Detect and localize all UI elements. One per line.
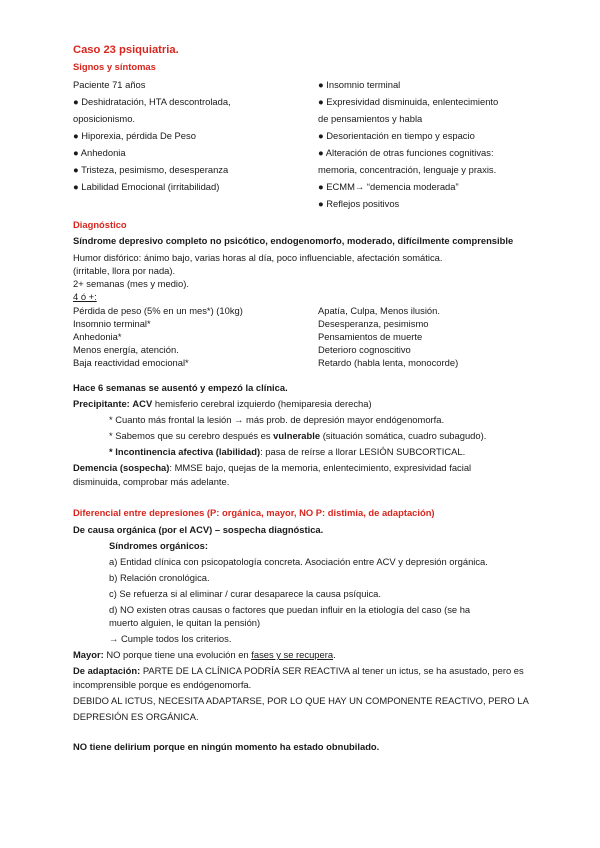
diagnosis-heading: Diagnóstico xyxy=(73,219,127,230)
signs-heading: Signos y síntomas xyxy=(73,61,156,72)
syndrome-item: a) Entidad clínica con psicopatología concreta. Asociación entre ACV y depresión orgánica. xyxy=(109,556,488,567)
mayor-underlined: fases y se recupera xyxy=(251,649,334,660)
adaptation-line: incomprensible porque es endógenomorfa. xyxy=(73,679,252,690)
precipitant-label: Precipitante: xyxy=(73,398,130,409)
criteria-left: Anhedonia* xyxy=(73,331,122,342)
signs-right-line: ● Desorientación en tiempo y espacio xyxy=(318,130,475,141)
differential-heading: Diferencial entre depresiones (P: orgánica, mayor, NO P: distimia, de adaptación) xyxy=(73,507,435,518)
adaptation-line xyxy=(73,665,524,677)
criteria-right: Apatía, Culpa, Menos ilusión. xyxy=(318,305,440,316)
diagnosis-summary: Síndrome depresivo completo no psicótico, endogenomorfo, moderado, difícilmente comprensible xyxy=(73,235,514,246)
mayor-line xyxy=(73,649,336,661)
criteria-left: Pérdida de peso (5% en un mes*) (10kg) xyxy=(73,305,243,316)
signs-right-line: ● Reflejos positivos xyxy=(318,198,400,209)
criteria-right: Deterioro cognoscitivo xyxy=(318,344,411,355)
caps-line: DEBIDO AL ICTUS, NECESITA ADAPTARSE, POR LO QUE HAY UN COMPONENTE REACTIVO, PERO LA xyxy=(73,695,529,706)
signs-right-line: ● ECMM→ “demencia moderada” xyxy=(318,181,459,192)
signs-left-line: ● Anhedonia xyxy=(73,147,126,158)
syndrome-item: b) Relación cronológica. xyxy=(109,572,210,583)
signs-left-line: ● Labilidad Emocional (irritabilidad) xyxy=(73,181,220,192)
criteria-left: Baja reactividad emocional* xyxy=(73,357,189,368)
precipitant-detail: hemisferio cerebral izquierdo (hemiparesia derecha) xyxy=(154,398,372,409)
signs-left-line: ● Tristeza, pesimismo, desesperanza xyxy=(73,164,229,175)
criteria-left: Menos energía, atención. xyxy=(73,344,179,355)
page-title: Caso 23 psiquiatria. xyxy=(73,44,179,56)
signs-left-line: oposicionismo. xyxy=(73,113,136,124)
signs-right-line: ● Alteración de otras funciones cognitivas: xyxy=(318,147,494,158)
signs-right-line: ● Insomnio terminal xyxy=(318,79,401,90)
precipitant-bullet xyxy=(109,446,465,458)
delirium-line: NO tiene delirium porque en ningún momento ha estado obnubilado. xyxy=(73,741,380,752)
syndrome-item: muerto alguien, le quitan la pensión) xyxy=(109,617,261,628)
bullet-text: * Sabemos que su cerebro después es xyxy=(109,430,271,441)
syndrome-item: c) Se refuerza si al eliminar / curar desaparece la causa psíquica. xyxy=(109,588,382,599)
criteria-count: 4 ó +: xyxy=(73,291,97,302)
diagnosis-line: Humor disfórico: ánimo bajo, varias horas al día, poco influenciable, afectación somática. xyxy=(73,252,443,263)
criteria-right: Retardo (habla lenta, monocorde) xyxy=(318,357,459,368)
signs-left-line: Paciente 71 años xyxy=(73,79,146,90)
dementia-text: : MMSE bajo, quejas de la memoria, enlentecimiento, expresividad facial xyxy=(169,462,472,473)
dementia-line: disminuida, comprobar más adelante. xyxy=(73,476,230,487)
precipitant-acv: ACV xyxy=(132,398,153,409)
signs-left-line: ● Hiporexia, pérdida De Peso xyxy=(73,130,196,141)
diagnosis-line: (irritable, llora por nada). xyxy=(73,265,176,276)
caps-line: DEPRESIÓN ES ORGÁNICA. xyxy=(73,711,199,722)
adaptation-label: De adaptación: xyxy=(73,665,141,676)
signs-right-line: ● Expresividad disminuida, enlentecimiento xyxy=(318,96,499,107)
adaptation-text: PARTE DE LA CLÍNICA PODRÍA SER REACTIVA al tener un ictus, se ha asustado, pero es xyxy=(142,665,524,676)
precipitant-bullet: * Cuanto más frontal la lesión → más prob. de depresión mayor endógenomorfa. xyxy=(109,414,445,425)
mayor-label: Mayor: xyxy=(73,649,104,660)
precipitant-bullet xyxy=(109,430,486,442)
organic-title: De causa orgánica (por el ACV) – sospecha diagnóstica. xyxy=(73,524,324,535)
criteria-right: Pensamientos de muerte xyxy=(318,331,423,342)
bullet-text: (situación somática, cuadro subagudo). xyxy=(322,430,487,441)
signs-left-line: ● Deshidratación, HTA descontrolada, xyxy=(73,96,231,107)
dementia-label: Demencia (sospecha) xyxy=(73,462,170,473)
diagnosis-line: 2+ semanas (mes y medio). xyxy=(73,278,189,289)
bullet-bold: vulnerable xyxy=(273,430,321,441)
signs-right-line: de pensamientos y habla xyxy=(318,113,423,124)
signs-right-line: memoria, concentración, lenguaje y praxis. xyxy=(318,164,497,175)
syndrome-item: d) NO existen otras causas o factores que puedan influir en la etiología del caso (se ha xyxy=(109,604,471,615)
precipitant-line xyxy=(73,398,372,410)
syndrome-item: → Cumple todos los criterios. xyxy=(109,633,232,644)
mayor-text: NO porque tiene una evolución en xyxy=(106,649,249,660)
criteria-left: Insomnio terminal* xyxy=(73,318,151,329)
onset-line: Hace 6 semanas se ausentó y empezó la clínica. xyxy=(73,382,288,393)
syndromes-title: Síndromes orgánicos: xyxy=(109,540,208,551)
criteria-right: Desesperanza, pesimismo xyxy=(318,318,429,329)
bullet-bold: * Incontinencia afectiva (labilidad) xyxy=(109,446,261,457)
mayor-end: . xyxy=(333,649,336,660)
dementia-line xyxy=(73,462,471,474)
bullet-text: : pasa de reírse a llorar LESIÓN SUBCORTICAL. xyxy=(260,446,466,457)
